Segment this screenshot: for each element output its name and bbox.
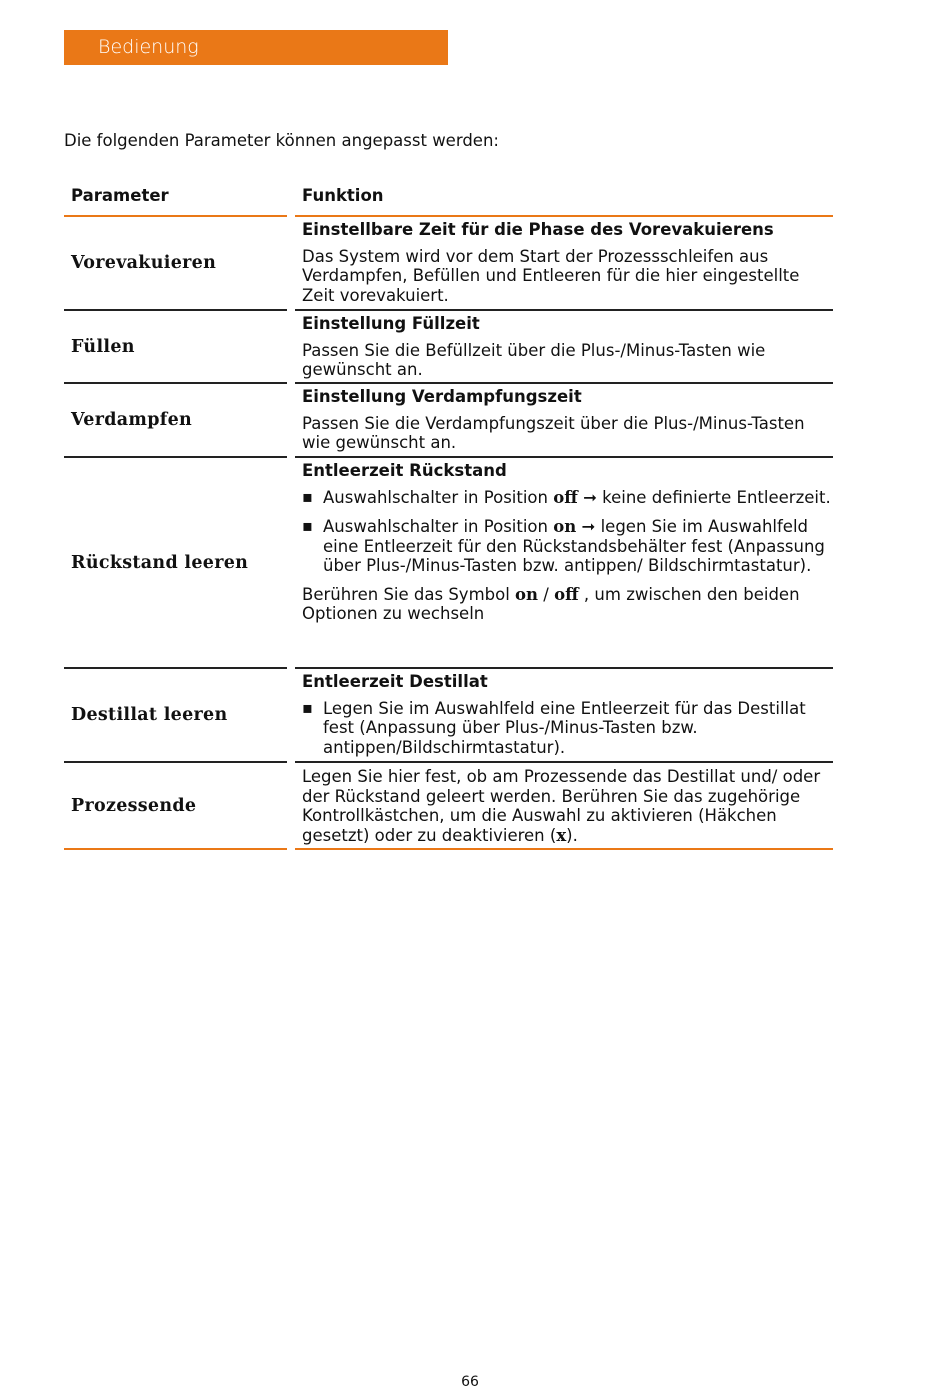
code-x: x	[556, 825, 567, 845]
code-off: off	[554, 584, 579, 604]
param-function	[295, 311, 833, 384]
section-header: Bedienung	[64, 30, 448, 65]
function-text: Das System wird vor dem Start der Prozessschleifen aus Verdampfen, Befüllen und Entleeren für die hier eingestellte Zeit vorevakuiert.	[302, 246, 800, 305]
function-text: Passen Sie die Befüllzeit über die Plus-/Minus-Tasten wie gewünscht an.	[302, 340, 766, 379]
code-on: on	[553, 517, 577, 536]
bullet-text: Auswahlschalter in Position	[323, 487, 554, 507]
arrow-right-icon: ➞	[581, 517, 596, 536]
bullet-item	[302, 699, 833, 758]
table-header	[64, 180, 834, 217]
note-text: , um zwischen den beiden Optionen zu wechseln	[302, 584, 800, 623]
function-text	[302, 767, 833, 845]
col-header-funktion: Funktion	[302, 186, 384, 205]
bullet-text: legen Sie im Auswahlfeld eine Entleerzeit für den Rückstandsbehälter fest (Anpassung über Plus-/Minus-Tasten bzw. antippen/ Bildschirmtastatur).	[323, 517, 825, 575]
bullet-text: keine definierte Entleerzeit.	[596, 487, 831, 507]
param-name: Destillat leeren	[64, 669, 287, 763]
table-row	[64, 217, 834, 311]
bullet-item	[302, 488, 833, 508]
param-function	[295, 217, 833, 311]
function-text: Passen Sie die Verdampfungszeit über die Plus-/Minus-Tasten wie gewünscht an.	[302, 413, 805, 452]
bullet-glyph: ▪	[302, 486, 313, 506]
param-function	[295, 763, 833, 850]
table-row	[64, 384, 834, 458]
page-number: 66	[461, 1374, 479, 1390]
function-text-part: Legen Sie hier fest, ob am Prozessende das Destillat und/ oder der Rückstand geleert werden. Berühren Sie das zugehörige Kontrollkästchen, um die Auswahl zu aktivieren (Häkchen gesetzt) oder zu deaktivieren (	[302, 767, 821, 845]
col-header-parameter: Parameter	[71, 186, 169, 205]
function-note	[302, 585, 833, 624]
function-title: Einstellung Füllzeit	[302, 314, 480, 333]
table-row	[64, 763, 834, 850]
intro-text: Die folgenden Parameter können angepasst werden:	[64, 131, 499, 150]
table-row	[64, 458, 834, 669]
function-text-part: ).	[566, 825, 578, 845]
function-title: Einstellung Verdampfungszeit	[302, 387, 582, 406]
function-title: Entleerzeit Rückstand	[302, 461, 507, 480]
param-name: Rückstand leeren	[64, 458, 287, 669]
bullet-item	[302, 517, 833, 576]
arrow-right-icon: ➞	[583, 487, 597, 507]
param-name: Vorevakuieren	[64, 217, 287, 311]
parameter-table	[64, 180, 834, 850]
param-name: Prozessende	[64, 763, 287, 850]
table-row	[64, 311, 834, 384]
code-on: on	[515, 584, 539, 604]
table-row	[64, 669, 834, 763]
bullet-text: Auswahlschalter in Position	[323, 517, 554, 536]
function-title: Einstellbare Zeit für die Phase des Vorevakuierens	[302, 220, 774, 239]
param-function	[295, 458, 833, 669]
param-function	[295, 669, 833, 763]
note-text: /	[538, 584, 555, 604]
bullet-text: Legen Sie im Auswahlfeld eine Entleerzeit für das Destillat fest (Anpassung über Plus-/Minus-Tasten bzw. antippen/Bildschirmtastatur).	[323, 698, 806, 757]
bullet-glyph: ▪	[302, 697, 313, 717]
code-off: off	[553, 487, 578, 507]
bullet-glyph: ▪	[302, 516, 313, 535]
param-name: Verdampfen	[64, 384, 287, 458]
function-title: Entleerzeit Destillat	[302, 672, 488, 691]
param-function	[295, 384, 833, 458]
param-name: Füllen	[64, 311, 287, 384]
note-text: Berühren Sie das Symbol	[302, 584, 516, 604]
